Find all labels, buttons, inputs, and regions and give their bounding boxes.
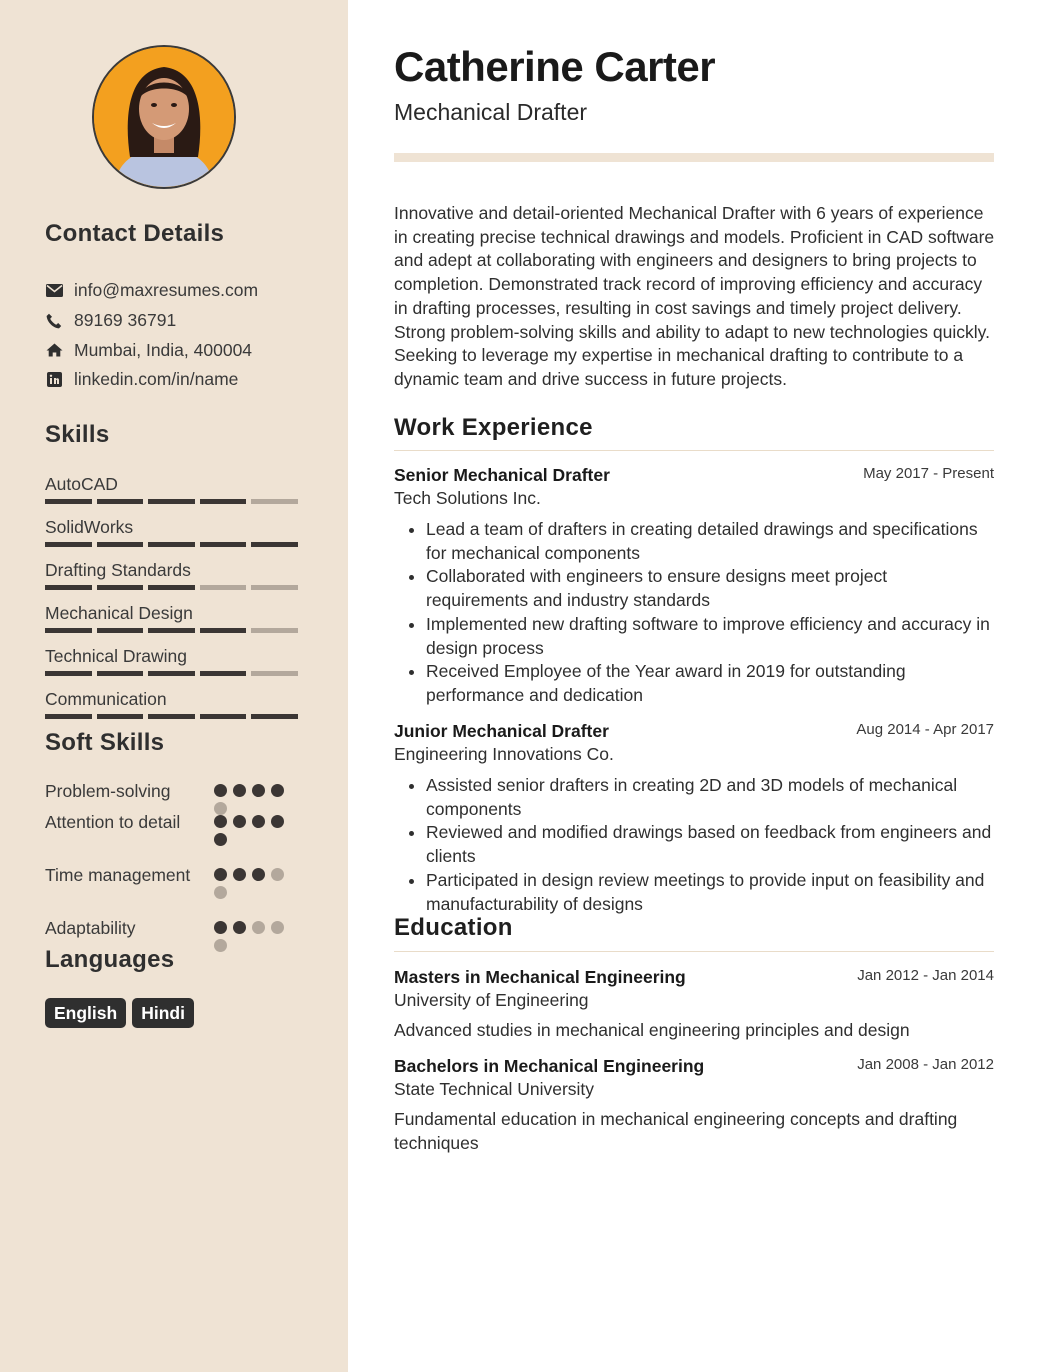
skill-item (45, 687, 305, 730)
skill-name: SolidWorks (45, 517, 134, 537)
skill-level-bar (45, 714, 305, 719)
skill-level-bar (45, 671, 305, 676)
skill-level-segment (45, 628, 92, 633)
skill-level-bar (45, 585, 305, 590)
rating-dot (271, 868, 284, 881)
skill-level-segment (251, 542, 298, 547)
rating-dot (233, 921, 246, 934)
profile-summary: Innovative and detail-oriented Mechanical Drafter with 6 years of experience in creating precise technical drawings and models. Proficient in CAD software and adept at collaborating with engineers and designers to bring projects to completion. Demonstrated track record of improving efficiency and accuracy in drafting processes, resulting in cost savings and timely project delivery. Strong problem-solving skills and ability to adapt to new technologies quickly. Seeking to leverage my expertise in mechanical drafting to contribute to a dynamic team and drive success in future projects. (394, 203, 995, 389)
skill-name: Technical Drawing (45, 646, 188, 666)
contact-linkedin[interactable] (45, 365, 335, 395)
contact-linkedin-text: linkedin.com/in/name (74, 369, 239, 390)
job-bullet: • Assisted senior drafters in creating 2D and 3D models of mechanical components (426, 774, 994, 821)
education-dates: Jan 2008 - Jan 2012 (857, 1056, 994, 1073)
rating-dot (214, 784, 227, 797)
envelope-icon (45, 282, 63, 300)
education-description: Advanced studies in mechanical engineering principles and design (394, 1020, 910, 1040)
soft-skill-name: Attention to detail (45, 812, 181, 832)
language-badge: English (45, 998, 126, 1028)
skill-item (45, 515, 305, 558)
rating-dot (233, 784, 246, 797)
skill-level-segment (251, 714, 298, 719)
job-bullet: • Implemented new drafting software to improve efficiency and accuracy in design process (426, 613, 994, 660)
skill-item (45, 558, 305, 601)
job-entry (394, 720, 994, 916)
rating-dot (271, 815, 284, 828)
skill-level-segment (148, 671, 195, 676)
rating-dot (252, 815, 265, 828)
soft-skill-item (45, 780, 305, 811)
skill-level-segment (200, 714, 247, 719)
phone-icon (45, 312, 63, 330)
job-bullet: • Lead a team of drafters in creating detailed drawings and specifications for mechanical components (426, 518, 994, 565)
job-bullets (394, 518, 994, 708)
skill-level-segment (200, 542, 247, 547)
main-content (348, 0, 1040, 1372)
skills-heading: Skills (45, 421, 110, 448)
soft-skill-rating (214, 868, 290, 899)
contact-address (45, 335, 335, 365)
skill-level-segment (251, 671, 298, 676)
rating-dot (271, 921, 284, 934)
rating-dot (214, 815, 227, 828)
candidate-role: Mechanical Drafter (394, 99, 588, 125)
skill-item (45, 601, 305, 644)
rating-dot (214, 921, 227, 934)
soft-skill-item (45, 864, 305, 917)
skill-level-bar (45, 542, 305, 547)
skill-level-segment (97, 628, 144, 633)
education-entry (394, 966, 994, 1043)
rating-dot (214, 833, 227, 846)
education-school: University of Engineering (394, 990, 589, 1010)
job-bullets (394, 774, 994, 916)
education-rule (394, 951, 994, 952)
skill-level-segment (45, 542, 92, 547)
contact-address-text: Mumbai, India, 400004 (74, 339, 253, 360)
skill-level-segment (97, 585, 144, 590)
soft-skill-name: Problem-solving (45, 781, 171, 801)
skill-name: AutoCAD (45, 474, 118, 494)
home-icon (45, 341, 63, 359)
soft-skill-name: Time management (45, 865, 191, 885)
skill-name: Mechanical Design (45, 603, 193, 623)
skill-level-segment (148, 585, 195, 590)
skill-item (45, 472, 305, 515)
education-school: State Technical University (394, 1079, 595, 1099)
skill-level-segment (148, 499, 195, 504)
education-dates: Jan 2012 - Jan 2014 (857, 967, 994, 984)
job-title: Junior Mechanical Drafter (394, 721, 609, 741)
skill-level-segment (251, 585, 298, 590)
education-degree: Bachelors in Mechanical Engineering (394, 1056, 705, 1076)
contact-phone-text: 89169 36791 (74, 310, 177, 331)
avatar-photo (94, 47, 234, 187)
skill-item (45, 644, 305, 687)
job-dates: Aug 2014 - Apr 2017 (856, 721, 994, 738)
skill-level-bar (45, 628, 305, 633)
rating-dot (214, 939, 227, 952)
education-description: Fundamental education in mechanical engineering concepts and drafting techniques (394, 1109, 958, 1153)
skill-level-segment (200, 628, 247, 633)
skill-level-segment (148, 542, 195, 547)
language-badge: Hindi (132, 998, 194, 1028)
rating-dot (233, 868, 246, 881)
skill-level-segment (97, 542, 144, 547)
languages-list (45, 998, 194, 1028)
skill-level-segment (97, 714, 144, 719)
rating-dot (233, 815, 246, 828)
soft-skill-item (45, 917, 305, 947)
rating-dot (271, 784, 284, 797)
education-heading: Education (394, 914, 513, 941)
soft-skills-list (45, 780, 305, 947)
skill-level-segment (97, 499, 144, 504)
rating-dot (252, 921, 265, 934)
rating-dot (214, 886, 227, 899)
job-bullet: • Received Employee of the Year award in 2019 for outstanding performance and dedication (426, 660, 994, 707)
rating-dot (214, 868, 227, 881)
education-entry (394, 1055, 994, 1155)
job-dates: May 2017 - Present (863, 465, 994, 482)
sidebar (0, 0, 348, 1372)
skill-level-segment (200, 585, 247, 590)
education-degree: Masters in Mechanical Engineering (394, 967, 686, 987)
job-company: Tech Solutions Inc. (394, 488, 541, 508)
job-bullet: • Reviewed and modified drawings based on feedback from engineers and clients (426, 821, 994, 868)
job-bullet: • Participated in design review meetings to provide input on feasibility and manufacturability of designs (426, 869, 994, 916)
job-entry (394, 464, 994, 708)
job-bullet: • Collaborated with engineers to ensure designs meet project requirements and industry standards (426, 565, 994, 612)
job-title: Senior Mechanical Drafter (394, 465, 610, 485)
work-experience-rule (394, 450, 994, 451)
skill-name: Drafting Standards (45, 560, 191, 580)
skill-level-segment (200, 499, 247, 504)
soft-skill-item (45, 811, 305, 864)
skill-level-segment (148, 628, 195, 633)
rating-dot (252, 868, 265, 881)
skill-level-segment (200, 671, 247, 676)
rating-dot (252, 784, 265, 797)
contact-phone[interactable] (45, 306, 335, 336)
header-divider (394, 153, 994, 162)
linkedin-icon (45, 371, 63, 389)
skills-list (45, 472, 305, 730)
contact-list (45, 276, 335, 395)
work-experience-heading: Work Experience (394, 414, 593, 441)
skill-level-segment (251, 499, 298, 504)
contact-email[interactable] (45, 276, 335, 306)
skill-level-segment (251, 628, 298, 633)
skill-name: Communication (45, 689, 167, 709)
soft-skills-heading: Soft Skills (45, 729, 165, 756)
soft-skill-rating (214, 921, 290, 952)
candidate-name: Catherine Carter (394, 43, 716, 90)
skill-level-segment (148, 714, 195, 719)
skill-level-segment (97, 671, 144, 676)
skill-level-segment (45, 714, 92, 719)
soft-skill-name: Adaptability (45, 918, 136, 938)
skill-level-segment (45, 671, 92, 676)
soft-skill-rating (214, 815, 290, 846)
skill-level-bar (45, 499, 305, 504)
skill-level-segment (45, 499, 92, 504)
avatar (92, 45, 236, 189)
languages-heading: Languages (45, 946, 175, 973)
job-company: Engineering Innovations Co. (394, 744, 614, 764)
contact-email-text: info@maxresumes.com (74, 280, 259, 301)
contact-heading: Contact Details (45, 220, 225, 247)
skill-level-segment (45, 585, 92, 590)
